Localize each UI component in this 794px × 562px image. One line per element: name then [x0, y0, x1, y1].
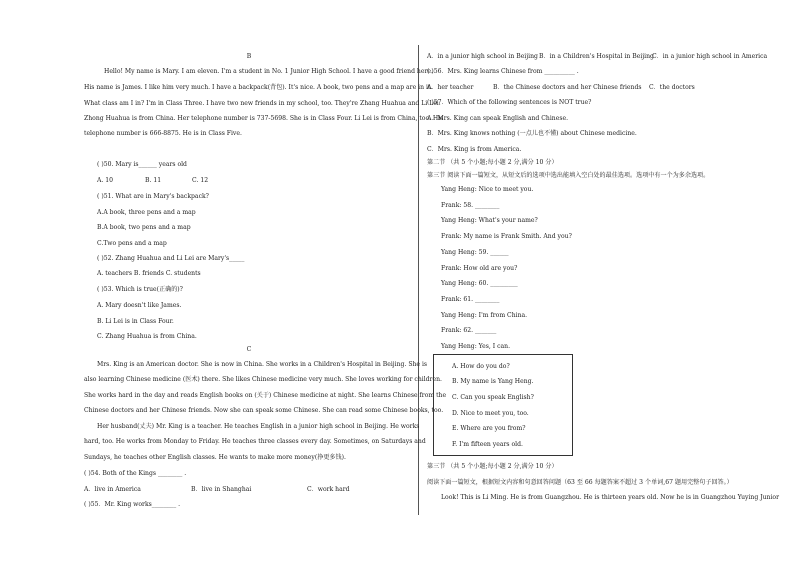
- dialogue-line: Yang Heng: 59. ______: [441, 249, 509, 256]
- q56-option-c: C．the doctors: [649, 84, 695, 91]
- question-57: ( )57．Which of the following sentences is NOT true?: [427, 99, 592, 106]
- section-heading-c: C: [246, 346, 252, 353]
- passage-c-line: Mrs. King is an American doctor. She is now in China. She works in a Children's Hospital in Beijing. She is: [97, 361, 428, 368]
- passage-c-line: hard, too. He works from Monday to Friday. He teaches three classes every day. Sometimes, on Saturdays and: [84, 438, 426, 445]
- q57-option-c: C．Mrs. King is from America.: [427, 146, 522, 153]
- question-55: ( )55．Mr. King works________ .: [84, 501, 181, 508]
- q53-option-a: A. Mary doesn't like James.: [97, 302, 182, 309]
- passage-c-line: She works hard in the day and reads English books on (关于) Chinese medicine at night. She learns Chinese from the: [84, 392, 447, 399]
- dialogue-line: Yang Heng: What's your name?: [441, 217, 538, 224]
- option-item: F. I'm fifteen years old.: [452, 441, 523, 448]
- question-51: ( )51. What are in Mary's backpack?: [97, 193, 209, 200]
- q54-option-a: A．live in America: [84, 486, 141, 493]
- section-3-instructions: 阅读下面一篇短文，根据短文内容和句意回答问题（63 至 66 每题答案不超过 3 个单词,67 题用完整句子回答。）: [427, 479, 733, 486]
- option-item: A. How do you do?: [452, 363, 510, 370]
- passage-b-line: His name is James. I like him very much. I have a backpack(背包). It's nice. A book, two pens and a map are in it.: [84, 84, 433, 91]
- q54-option-c: C．work hard: [307, 486, 350, 493]
- q53-option-c: C. Zhang Huahua is from China.: [97, 333, 197, 340]
- dialogue-line: Yang Heng: 60. _________: [441, 280, 518, 287]
- passage-c-line: Her husband(丈夫) Mr. King is a teacher. He teaches English in a junior high school in Beijing. He works: [97, 423, 420, 430]
- passage-b-line: Zhong Huahua is from China. Her telephone number is 737-5698. She is in Class Four. Li Lei is from China, too. His: [84, 115, 444, 122]
- q51-option-c: C.Two pens and a map: [97, 240, 167, 247]
- option-item: C. Can you speak English?: [452, 394, 534, 401]
- q55-option-a: A．in a junior high school in Beijing: [427, 53, 538, 60]
- dialogue-line: Frank: 61. ________: [441, 296, 500, 303]
- q53-option-b: B. Li Lei is in Class Four.: [97, 318, 174, 325]
- section-2-title: 第二节 （共 5 个小题;每小题 2 分,满分 10 分）: [427, 159, 558, 166]
- section-3-title: 第三节 （共 5 个小题;每小题 2 分,满分 10 分）: [427, 463, 558, 470]
- q51-option-a: A.A book, three pens and a map: [97, 209, 196, 216]
- q50-option-c: C. 12: [192, 177, 209, 184]
- q55-option-b: B．in a Children's Hospital in Beijing: [539, 53, 654, 60]
- question-52: ( )52. Zhang Huahua and Li Lei are Mary's_____: [97, 255, 245, 262]
- dialogue-line: Frank: 58. ________: [441, 202, 500, 209]
- q56-option-a: A．her teacher: [427, 84, 474, 91]
- passage-d-line: Look! This is Li Ming. He is from Guangzhou. He is thirteen years old. Now he is in Guangzhou Yuying Junior: [441, 494, 780, 501]
- question-54: ( )54. Both of the Kings ________ .: [84, 470, 187, 477]
- passage-b-line: telephone number is 666-8875. He is in Class Five.: [84, 130, 242, 137]
- option-item: B. My name is Yang Heng.: [452, 378, 534, 385]
- section-2-instructions: 第三节 阅读下面一篇短文，从短文后的选项中选出能填入空白处的最佳选项。选项中有一个为多余选项。: [427, 172, 710, 179]
- q57-option-b: B．Mrs. King knows nothing (一点儿也不懂) about Chinese medicine.: [427, 130, 637, 137]
- option-item: D. Nice to meet you, too.: [452, 410, 529, 417]
- dialogue-line: Yang Heng: Nice to meet you.: [441, 186, 534, 193]
- q54-option-b: B．live in Shanghai: [191, 486, 252, 493]
- dialogue-line: Frank: How old are you?: [441, 265, 518, 272]
- q52-options: A. teachers B. friends C. students: [97, 270, 201, 277]
- dialogue-line: Yang Heng: I'm from China.: [441, 312, 528, 319]
- q56-option-b: B．the Chinese doctors and her Chinese friends: [493, 84, 642, 91]
- q51-option-b: B.A book, two pens and a map: [97, 224, 191, 231]
- dialogue-line: Frank: My name is Frank Smith. And you?: [441, 233, 572, 240]
- section-heading-b: B: [246, 53, 252, 60]
- passage-c-line: Chinese doctors and her Chinese friends. Now she can speak some Chinese. She can read some Chinese books, too.: [84, 407, 444, 414]
- question-50: ( )50. Mary is______ years old: [97, 161, 187, 168]
- options-box: [433, 354, 573, 456]
- passage-b-line: What class am I in? I'm in Class Three. I have two new friends in my school, too. They're Zhang Huahua and Li Lei.: [84, 100, 441, 107]
- dialogue-line: Yang Heng: Yes, I can.: [441, 343, 511, 350]
- question-53: ( )53. Which is true(正确的)?: [97, 286, 183, 293]
- q50-option-a: A. 10: [97, 177, 114, 184]
- dialogue-line: Frank: 62. _______: [441, 327, 497, 334]
- q55-option-c: C．in a junior high school in America: [652, 53, 768, 60]
- q57-option-a: A．Mrs. King can speak English and Chinese.: [427, 115, 569, 122]
- option-item: E. Where are you from?: [452, 425, 526, 432]
- passage-c-line: Sundays, he teaches other English classes. He wants to make more money(挣更多钱).: [84, 454, 346, 461]
- question-56: ( )56．Mrs. King learns Chinese from __________ .: [427, 68, 579, 75]
- q50-option-b: B. 11: [145, 177, 162, 184]
- passage-b-line: Hello! My name is Mary. I am eleven. I'm a student in No. 1 Junior High School. I have a good friend here.: [104, 68, 433, 75]
- passage-c-line: also learning Chinese medicine (医术) there. She likes Chinese medicine very much. She loves working for children.: [84, 376, 442, 383]
